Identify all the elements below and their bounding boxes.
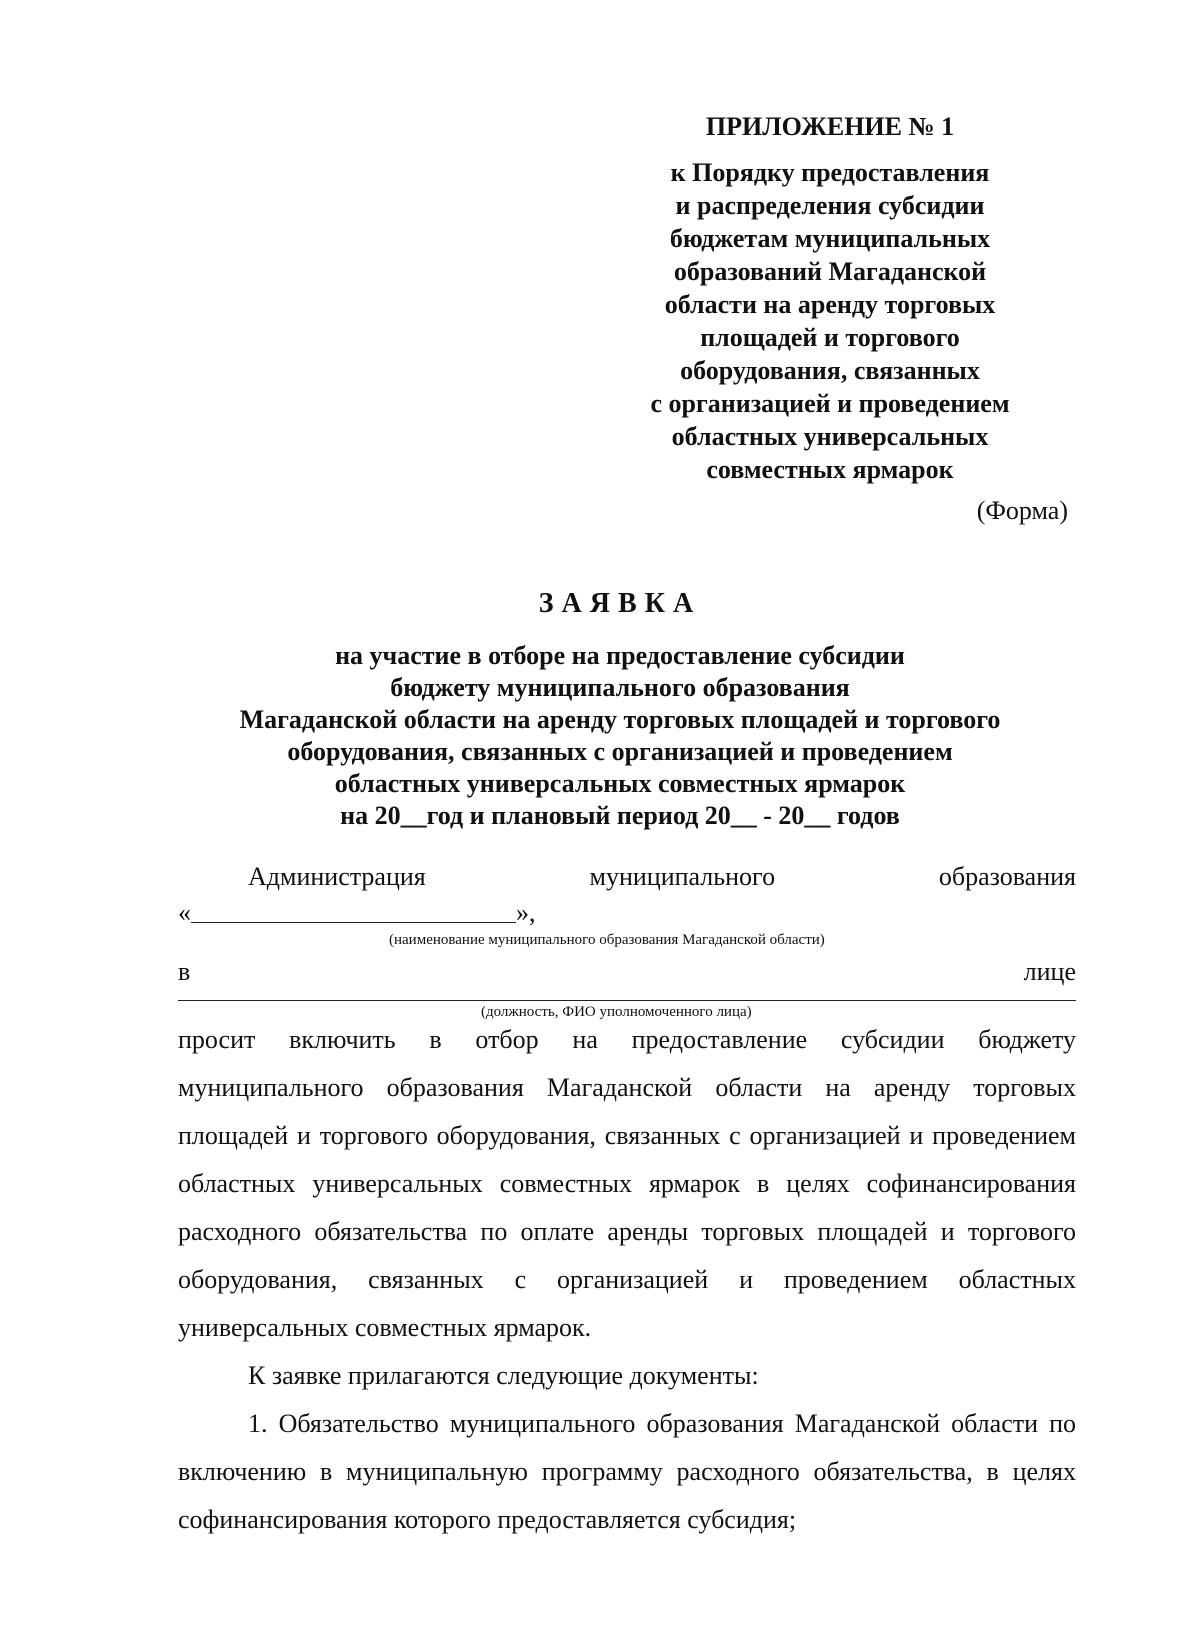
applicant-line [178,862,1076,892]
person-line [178,957,1076,987]
appendix-line: с организацией и проведением [650,389,1010,418]
appendix-line: и распределения субсидии [675,191,985,220]
application-body [178,1016,1076,1544]
application-title: ЗАЯВКА [538,588,702,619]
quote-open: « [178,898,191,927]
word-formation: образования [938,862,1076,891]
word-municipal: муниципального [589,862,776,891]
title-line: оборудования, связанных с организацией и проведением [287,737,953,766]
appendix-title: ПРИЛОЖЕНИЕ № 1 [705,112,955,141]
appendix-line: образований Магаданской [673,257,987,286]
municipality-name-blank[interactable] [191,900,516,923]
appendix-header [630,110,1030,486]
appendix-line: области на аренду торговых [664,290,996,319]
attachment-item: 1. Обязательство муниципального образования Магаданской области по включению в муниципальную программу расходного обязательства, в целях софинансирования которого предоставляется субсидия; [178,1409,1076,1534]
appendix-line: оборудования, связанных [680,356,980,385]
appendix-line: бюджетам муниципальных [669,224,991,253]
quote-close: », [516,898,536,927]
person-caption: (должность, ФИО уполномоченного лица) [481,1004,752,1020]
appendix-line: областных универсальных [671,422,989,451]
appendix-line: совместных ярмарок [706,455,954,484]
application-title-block [160,588,1080,832]
title-line: бюджету муниципального образования [390,673,850,702]
form-mark: (Форма) [976,496,1068,525]
municipality-caption: (наименование муниципального образования Магаданской области) [389,932,825,948]
municipality-name-line [178,898,1076,928]
word-litse: лице [1023,957,1076,986]
attachments-heading: К заявке прилагаются следующие документы: [248,1361,759,1390]
request-paragraph: просит включить в отбор на предоставление субсидии бюджету муниципального образования Магаданской области на аренду торговых площадей и торгового оборудования, связанных с организацией и проведением областных универсальных совместных ярмарок в целях софинансирования расходного обязательства по оплате аренды торговых площадей и торгового оборудования, связанных с организацией и проведением областных универсальных совместных ярмарок. [178,1025,1076,1342]
appendix-line: площадей и торгового [700,323,960,352]
word-v: в [178,957,191,986]
appendix-line: к Порядку предоставления [670,158,990,187]
word-administration: Администрация [248,862,426,891]
title-line: областных универсальных совместных ярмарок [334,769,906,798]
title-line: на участие в отборе на предоставление субсидии [335,641,905,670]
person-blank[interactable] [178,1000,1076,1001]
title-line: Магаданской области на аренду торговых площадей и торгового [239,705,1001,734]
title-line: на 20__год и плановый период 20__ - 20__ годов [340,801,900,830]
